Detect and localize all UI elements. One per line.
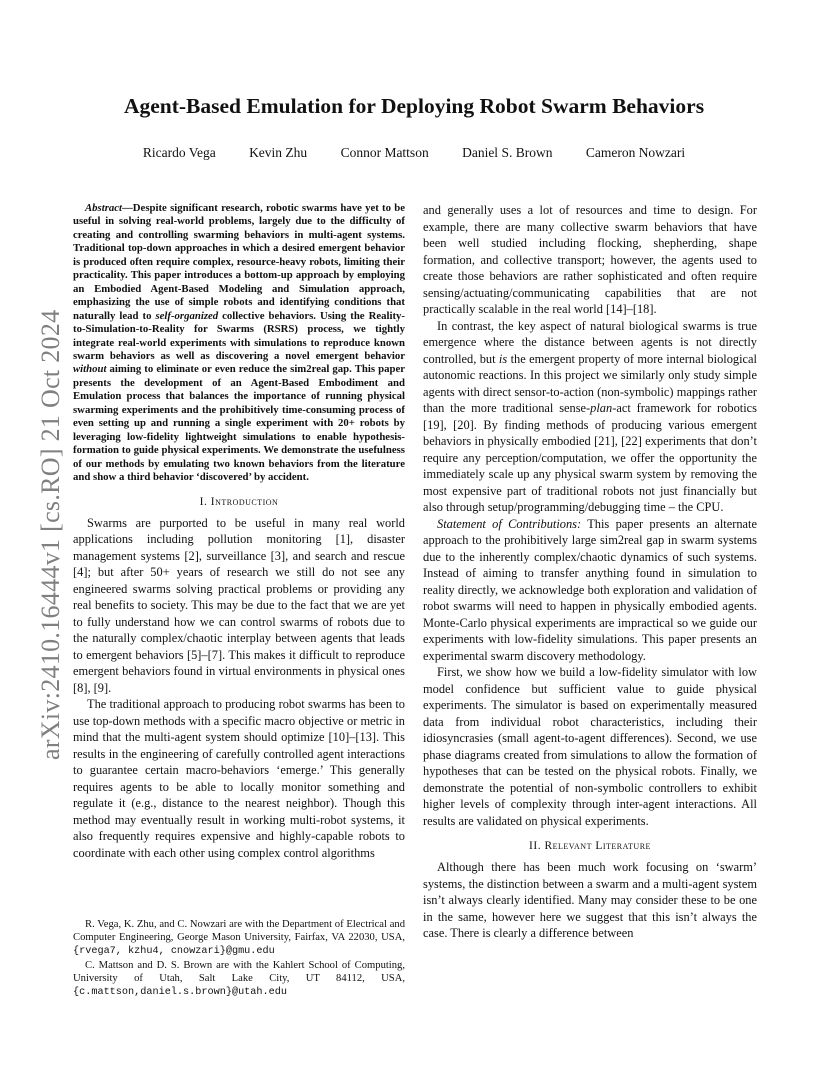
abstract-italic: without — [73, 363, 107, 376]
body-italic: plan — [590, 401, 613, 415]
abstract-paragraph — [73, 202, 405, 485]
footnote-paragraph — [73, 959, 405, 1000]
author: Daniel S. Brown — [462, 145, 553, 160]
paper-title: Agent-Based Emulation for Deploying Robot Swarm Behaviors — [123, 94, 705, 118]
footnote-email: {rvega7, kzhu4, cnowzari}@gmu.edu — [73, 946, 275, 958]
arxiv-stamp: arXiv:2410.16444v1 [cs.RO] 21 Oct 2024 — [36, 309, 65, 760]
body-text: In contrast, the key aspect of natural biological swarms is true emergence where the distance between agents is not directly controlled, but — [423, 318, 757, 366]
section-heading-introduction: I. Introduction — [199, 495, 279, 508]
author: Connor Mattson — [340, 145, 429, 160]
body-italic: is — [498, 351, 508, 366]
footnote-text: R. Vega, K. Zhu, and C. Nowzari are with the Department of Electrical and Computer Engineering, George Mason University, Fairfax, VA 22030, USA, — [73, 919, 405, 944]
intro-paragraph-4: First, we show how we build a low-fidelity simulator with low model confidence but sufficient value to guide physical experiments. The simulator is based on experimentally measured data from individual robot characteristics, including their idiosyncrasies (small agent-to-agent differences). Second, we use phase diagrams created from simulations to allow the formation of hypotheses that can be tested on the physical robots. Finally, we demonstrate the potential of non-symbolic controllers to exhibit higher levels of complexity through inter-agent interactions. All results are validated on physical experiments. — [423, 665, 757, 828]
body-text: the emergent property of more internal biological autonomic reactions. In this project we similarly only study simple agents with direct sensor-to-action (non-symbolic) mappings rather than the more traditional sense- — [423, 351, 757, 415]
abstract-text: aiming to eliminate or even reduce the sim2real gap. This paper presents the development of an Agent-Based Embodiment and Emulation process that balances the importance of running physical swarming experiments and the prohibitively time-consuming process of even setting up and running a single experiment with 20+ robots by leveraging low-fidelity lightweight simulations to enable hypothesis-formation to guide physical experiments. We demonstrate the usefulness of our methods by emulating two known behaviors from the literature and show a third behavior ‘discovered’ by accident. — [73, 363, 405, 484]
intro-paragraph-3 — [423, 318, 757, 516]
abstract-text: Despite significant research, robotic swarms have yet to be useful in solving real-world problems, largely due to the difficulty of creating and controlling swarming behaviors in multi-agent systems. Traditional top-down approaches in which a desired emergent behavior is produced often require complex, resource-heavy robots, limiting their practicality. This paper introduces a bottom-up approach by employing an Embodied Agent-Based Modeling and Simulation approach, emphasizing the use of simple robots and identifying conditions that naturally lead to — [73, 202, 405, 322]
author-list — [0, 145, 828, 161]
intro-paragraph-2: The traditional approach to producing robot swarms has been to use top-down methods with a specific macro objective or metric in mind that the multi-agent system should optimize [10]–[13]. This results in the engineering of carefully controlled agent interactions to guarantee certain macro-behaviors ‘emerge.’ This generally requires agents to be able to locally monitor something and regulate it (e.g., distance to the nearest neighbor). Though this method may eventually result in working multi-robot systems, it also frequently requires expensive and highly-capable robots to coordinate with each other using complex control algorithms — [73, 697, 405, 860]
body-text: -act framework for robotics [19], [20]. By finding methods of producing various emergent behaviors in physically embodied [21], [22] experiments that don’t require any perception/computation, we offer the opportunity the immediately scale up any physical swarm system by removing the most expensive part of traditional robots not just financially but also through setup/programming/debugging time – the CPU. — [423, 401, 757, 514]
left-column — [73, 202, 405, 861]
abstract-text: collective behaviors. Using the Reality-to-Simulation-to-Reality for Swarms (RSRS) process, we tightly integrate real-world experiments with simulations to reproduce known swarm behaviors as well as discovering a novel emergent behavior — [73, 309, 405, 362]
footnote-text: C. Mattson and D. S. Brown are with the Kahlert School of Computing, University of Utah, Salt Lake City, UT 84112, USA, — [73, 959, 405, 984]
section-heading-relevant-literature: II. Relevant Literature — [529, 840, 651, 852]
footnote-email: {c.mattson,daniel.s.brown}@utah.edu — [73, 987, 287, 999]
contributions-label: Statement of Contributions: — [437, 516, 582, 531]
right-column — [423, 202, 757, 942]
literature-paragraph-1: Although there has been much work focusing on ‘swarm’ systems, the distinction between a swarm and a multi-agent system isn’t always clearly identified. Many may consider these to be one in the same, however here we suggest that this isn’t always the case. There is clearly a difference between — [423, 860, 757, 940]
intro-paragraph-1: Swarms are purported to be useful in many real world applications including pollution monitoring [1], disaster management systems [2], surveillance [3], and search and rescue [4]; but after 50+ years of research we still do not see any engineered swarms solving practical problems or providing any real benefits to society. This may be due to the fact that we are yet to fully understand how we can control swarms of robots due to the naturally complex/chaotic interplay between agents that leads to emergent behaviors [5]–[7]. This makes it difficult to reproduce emergent behaviors found in virtual environments in physical ones [8], [9]. — [73, 515, 405, 695]
intro-paragraph-continued: and generally uses a lot of resources and time to design. For example, there are many collective swarm behaviors that have been well studied including flocking, shepherding, shape formation, and collective transport; however, the agents used to create those behaviors are rather sophisticated and often require sensing/actuating/communicating capabilities that are not practically scalable in the real world [14]–[18]. — [423, 203, 757, 316]
abstract — [73, 202, 405, 485]
abstract-italic: self-organized — [155, 309, 219, 322]
contributions-paragraph — [423, 516, 757, 665]
author: Ricardo Vega — [142, 145, 216, 160]
author: Kevin Zhu — [249, 145, 308, 160]
affiliation-footnote — [73, 918, 405, 999]
abstract-dash: — — [122, 202, 133, 214]
author: Cameron Nowzari — [585, 145, 686, 160]
body-text: This paper presents an alternate approach to the prohibitively large sim2real gap in swarm systems due to the inherently complex/chaotic dynamics of such systems. Instead of aiming to transfer anything found in simulation to reality directly, we acknowledge both exploration and validation of robot swarms will need to happen in physically embodied agents. Monte-Carlo physical experiments are impractical so we guide our experiments with low-fidelity simulations. This paper presents an experimental swarm discovery methodology. — [423, 516, 757, 663]
footnote-paragraph — [73, 918, 405, 959]
abstract-label: Abstract — [85, 202, 123, 214]
